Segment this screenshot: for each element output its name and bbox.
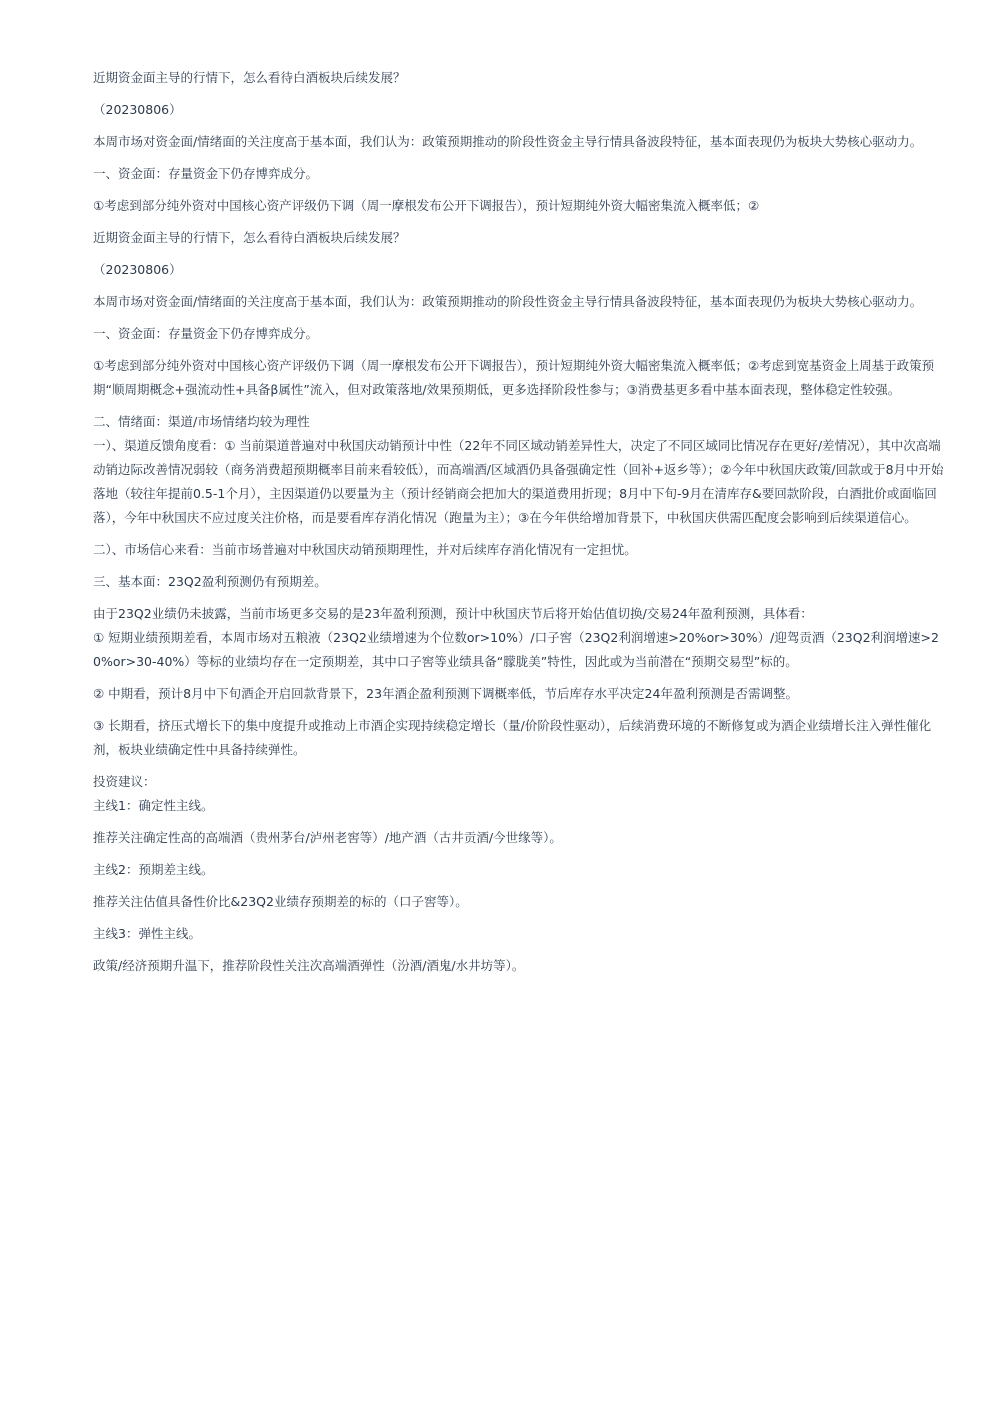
channel-feedback-paragraph: 一）、渠道反馈角度看：① 当前渠道普遍对中秋国庆动销预计中性（22年不同区域动销差异性大，决定了不同区域同比情况存在更好/差情况），其中次高端动销边际改善情况弱较（商务消费超预期概率目前来看较低），而高端酒/区域酒仍具备强确定性（回补+返乡等）；②今年中秋国庆政策/回款或于8月中开始落地（较往年提前0.5-1个月），主因渠道仍以要量为主（预计经销商会把加大的渠道费用折现；8月中下旬-9月在清库存&要回款阶段，白酒批价或面临回落），今年中秋国庆不应过度关注价格，而是要看库存消化情况（跑量为主）；③在今年供给增加背景下，中秋国庆供需匹配度会影响到后续渠道信心。 xyxy=(93,438,944,525)
mid-term-paragraph: ② 中期看，预计8月中下旬酒企开启回款背景下，23年酒企盈利预测下调概率低，节后库存水平决定24年盈利预测是否需调整。 xyxy=(93,686,798,701)
long-term-paragraph: ③ 长期看，挤压式增长下的集中度提升或推动上市酒企实现持续稳定增长（量/价阶段性驱动），后续消费环境的不断修复或为酒企业绩增长注入弹性催化剂，板块业绩确定性中具备持续弹性。 xyxy=(93,718,932,757)
section-heading-funds-repeat: 一、资金面：存量资金下仍存博弈成分。 xyxy=(93,326,319,341)
investment-advice-heading: 投资建议： xyxy=(93,774,156,789)
fundamentals-intro: 由于23Q2业绩仍未披露，当前市场更多交易的是23年盈利预测，预计中秋国庆节后将开始估值切换/交易24年盈利预测，具体看： xyxy=(93,606,813,621)
section-heading-funds: 一、资金面：存量资金下仍存博弈成分。 xyxy=(93,166,319,181)
short-term-paragraph: ① 短期业绩预期差看，本周市场对五粮液（23Q2业绩增速为个位数or>10%）/口子窖（23Q2利润增速>20%or>30%）/迎驾贡酒（23Q2利润增速>20%or>30-40%）等标的业绩均存在一定预期差，其中口子窖等业绩具备“朦胧美”特性，因此或为当前潜在“预期交易型”标的。 xyxy=(93,630,939,669)
document-body xyxy=(93,66,945,986)
mainline-1-text: 推荐关注确定性高的高端酒（贵州茅台/泸州老窖等）/地产酒（古井贡酒/今世缘等）。 xyxy=(93,830,562,845)
section-heading-fundamentals: 三、基本面：23Q2盈利预测仍有预期差。 xyxy=(93,574,327,589)
funds-paragraph: ①考虑到部分纯外资对中国核心资产评级仍下调（周一摩根发布公开下调报告），预计短期纯外资大幅密集流入概率低；②考虑到宽基资金上周基于政策预期“顺周期概念+强流动性+具备β属性”流入，但对政策落地/效果预期低，更多选择阶段性参与；③消费基更多看中基本面表现，整体稳定性较强。 xyxy=(93,358,935,397)
market-confidence-paragraph: 二）、市场信心来看：当前市场普遍对中秋国庆动销预期理性，并对后续库存消化情况有一定担忧。 xyxy=(93,542,637,557)
mainline-3-heading: 主线3：弹性主线。 xyxy=(93,926,201,941)
article-title-repeat: 近期资金面主导的行情下，怎么看待白酒板块后续发展？ xyxy=(93,230,406,245)
mainline-3-text: 政策/经济预期升温下，推荐阶段性关注次高端酒弹性（汾酒/酒鬼/水井坊等）。 xyxy=(93,958,525,973)
mainline-1-heading: 主线1：确定性主线。 xyxy=(93,798,214,813)
intro-paragraph: 本周市场对资金面/情绪面的关注度高于基本面，我们认为：政策预期推动的阶段性资金主导行情具备波段特征，基本面表现仍为板块大势核心驱动力。 xyxy=(93,134,923,149)
funds-paragraph-truncated: ①考虑到部分纯外资对中国核心资产评级仍下调（周一摩根发布公开下调报告），预计短期纯外资大幅密集流入概率低；② xyxy=(93,198,760,213)
section-heading-sentiment: 二、情绪面：渠道/市场情绪均较为理性 xyxy=(93,414,310,429)
article-title: 近期资金面主导的行情下，怎么看待白酒板块后续发展？ xyxy=(93,70,406,85)
intro-paragraph-repeat: 本周市场对资金面/情绪面的关注度高于基本面，我们认为：政策预期推动的阶段性资金主导行情具备波段特征，基本面表现仍为板块大势核心驱动力。 xyxy=(93,294,923,309)
article-date-repeat: （20230806） xyxy=(93,262,182,277)
article-date: （20230806） xyxy=(93,102,182,117)
mainline-2-text: 推荐关注估值具备性价比&23Q2业绩存预期差的标的（口子窖等）。 xyxy=(93,894,468,909)
mainline-2-heading: 主线2：预期差主线。 xyxy=(93,862,214,877)
